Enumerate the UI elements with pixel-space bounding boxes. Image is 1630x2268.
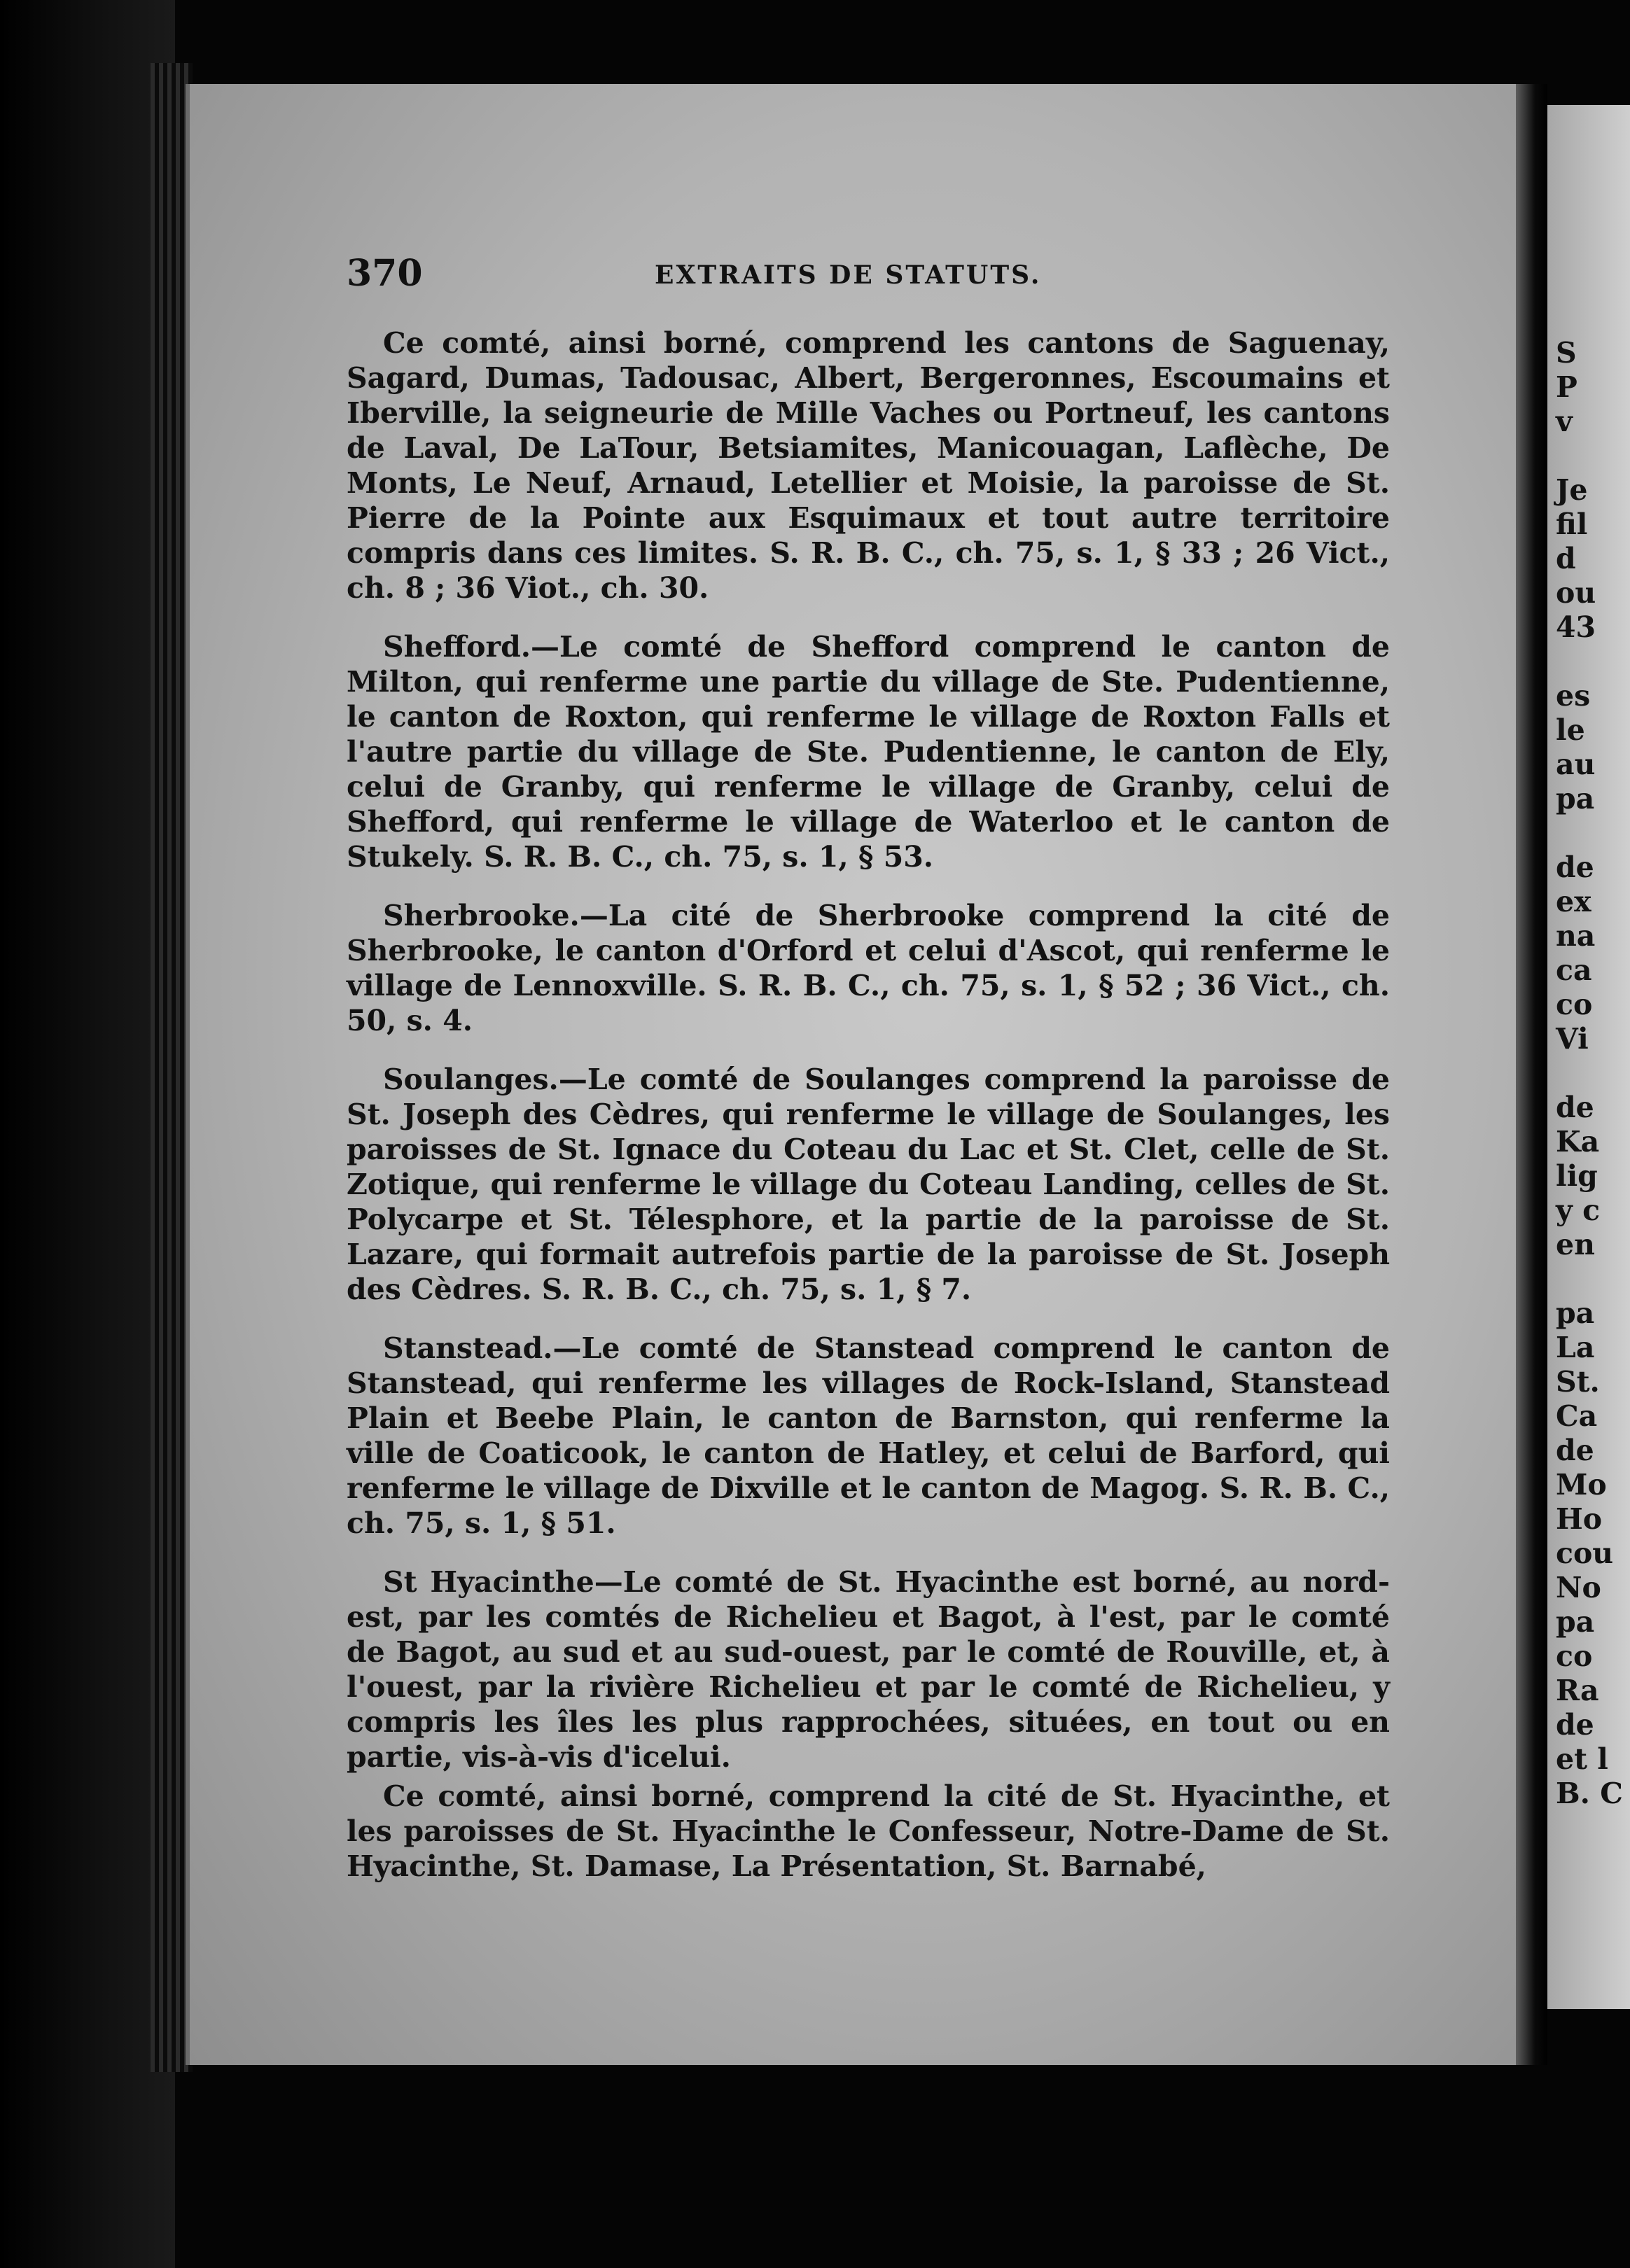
- right-page-fragment: d: [1556, 542, 1576, 575]
- statute-text: [347, 326, 1390, 1907]
- right-page-fragment: au: [1556, 748, 1596, 781]
- right-page-fragment: S: [1556, 336, 1577, 370]
- right-page-fragment: [1556, 816, 1630, 850]
- right-page-fragment: cou: [1556, 1536, 1614, 1570]
- paragraph-soulanges: [347, 1062, 1390, 1307]
- book-page-right: [1547, 105, 1630, 2009]
- right-page-fragment: de: [1556, 850, 1594, 884]
- right-page-fragment: pa: [1556, 782, 1595, 816]
- paragraph-saguenay-cont: [347, 326, 1390, 606]
- paragraph-text: Ce comté, ainsi borné, comprend les cantons de Saguenay, Sagard, Dumas, Tadousac, Albert, Bergeronnes, Escoumains et Iberville, la seigneurie de Mille Vaches ou Portneuf, les cantons de Laval, De LaTour, Betsiamites, Manicouagan, Laflèche, De Monts, Le Neuf, Arnaud, Letellier et Moisie, la paroisse de St. Pierre de la Pointe aux Esquimaux et tout autre territoire compris dans ces limites. S. R. B. C., ch. 75, s. 1, § 33 ; 26 Vict., ch. 8 ; 36 Viot., ch. 30.: [347, 326, 1390, 605]
- right-page-fragment: Ho: [1556, 1502, 1603, 1536]
- right-page-fragment: v: [1556, 405, 1573, 438]
- right-page-fragment: de: [1556, 1708, 1594, 1742]
- right-page-fragment: co: [1556, 988, 1593, 1021]
- entry-heading: St Hyacinthe: [383, 1565, 594, 1599]
- paragraph-text: —Le comté de Stanstead comprend le canton de Stanstead, qui renferme les villages de Rock-Island, Stanstead Plain et Beebe Plain, le canton de Barnston, qui renferme la ville de Coaticook, le canton de Hatley, et celui de Barford, qui renferme le village de Dixville et le canton de Magog. S. R. B. C., ch. 75, s. 1, § 51.: [347, 1331, 1390, 1540]
- right-page-fragment: ca: [1556, 953, 1592, 987]
- right-page-fragment: de: [1556, 1091, 1594, 1124]
- right-page-fragment: B. C: [1556, 1777, 1623, 1810]
- right-page-fragment: ou: [1556, 576, 1596, 610]
- right-page-fragment: fil: [1556, 507, 1588, 541]
- right-page-fragment: y c: [1556, 1194, 1601, 1227]
- right-page-fragment: na: [1556, 919, 1596, 953]
- right-page-fragment: pa: [1556, 1605, 1595, 1639]
- paragraph-text: —La cité de Sherbrooke comprend la cité de Sherbrooke, le canton d'Orford et celui d'Ascot, qui renferme le village de Lennoxville. S. R. B. C., ch. 75, s. 1, § 52 ; 36 Vict., ch. 50, s. 4.: [347, 899, 1390, 1037]
- right-page-fragment: No: [1556, 1571, 1601, 1604]
- scan-border-left: [0, 0, 175, 2268]
- entry-heading: Soulanges.: [383, 1063, 559, 1096]
- paragraph-text: —Le comté de Shefford comprend le canton de Milton, qui renferme une partie du village de Ste. Pudentienne, le canton de Roxton, qui renferme le village de Roxton Falls et l'autre partie du village de Ste. Pudentienne, le canton de Ely, celui de Granby, qui renferme le village de Granby, celui de Shefford, qui renferme le village de Waterloo et le canton de Stukely. S. R. B. C., ch. 75, s. 1, § 53.: [347, 630, 1390, 874]
- running-head: EXTRAITS DE STATUTS.: [655, 260, 1042, 290]
- right-page-fragment: Ca: [1556, 1399, 1598, 1433]
- right-page-fragment: co: [1556, 1639, 1593, 1673]
- right-page-fragment: Je: [1556, 473, 1588, 507]
- right-page-fragment: et l: [1556, 1742, 1608, 1776]
- paragraph-st-hyacinthe-cont: [347, 1779, 1390, 1884]
- right-page-fragment: [1556, 439, 1630, 473]
- entry-heading: Stanstead.: [383, 1331, 553, 1365]
- right-page-fragment: en: [1556, 1228, 1595, 1261]
- right-page-fragment: St.: [1556, 1365, 1600, 1399]
- right-page-fragment: Vi: [1556, 1022, 1589, 1056]
- right-page-fragment: es: [1556, 679, 1591, 713]
- right-page-fragment: ex: [1556, 885, 1591, 918]
- paragraph-text: —Le comté de St. Hyacinthe est borné, au nord-est, par les comtés de Richelieu et Bagot, à l'est, par le comté de Bagot, au sud et au sud-ouest, par le comté de Rouville, et, à l'ouest, par la rivière Richelieu et par le comté de Richelieu, y compris les îles les plus rapprochées, situées, en tout ou en partie, vis-à-vis d'icelui.: [347, 1565, 1390, 1774]
- paragraph-text: —Le comté de Soulanges comprend la paroisse de St. Joseph des Cèdres, qui renferme le village de Soulanges, les paroisses de St. Ignace du Coteau du Lac et St. Clet, celle de St. Zotique, qui renferme le village du Coteau Landing, celles de St. Polycarpe et St. Télesphore, et la partie de la paroisse de St. Lazare, qui formait autrefois partie de la paroisse de St. Joseph des Cèdres. S. R. B. C., ch. 75, s. 1, § 7.: [347, 1063, 1390, 1306]
- paragraph-sherbrooke: [347, 898, 1390, 1038]
- right-page-fragment: Mo: [1556, 1468, 1607, 1502]
- right-page-fragment: le: [1556, 713, 1585, 747]
- page-header: [347, 252, 1390, 294]
- right-page-fragment: La: [1556, 1331, 1595, 1364]
- entry-heading: Sherbrooke.: [383, 899, 580, 932]
- right-page-fragment: 43: [1556, 610, 1596, 644]
- paragraph-stanstead: [347, 1331, 1390, 1541]
- entry-heading: Shefford.: [383, 630, 531, 664]
- paragraph-text: Ce comté, ainsi borné, comprend la cité de St. Hyacinthe, et les paroisses de St. Hyacinthe le Confesseur, Notre-Dame de St. Hyacinthe, St. Damase, La Présentation, St. Barnabé,: [347, 1779, 1390, 1883]
- right-page-fragment: [1556, 645, 1630, 679]
- right-page-fragment: P: [1556, 370, 1577, 404]
- paragraph-st-hyacinthe: [347, 1564, 1390, 1774]
- right-page-fragment: lig: [1556, 1159, 1598, 1193]
- right-page-fragment: Ka: [1556, 1125, 1600, 1158]
- page-number: 370: [347, 252, 423, 295]
- paragraph-shefford: [347, 629, 1390, 874]
- right-page-text-fragments: [1556, 336, 1630, 1811]
- right-page-fragment: pa: [1556, 1296, 1595, 1330]
- right-page-fragment: [1556, 1262, 1630, 1296]
- right-page-fragment: de: [1556, 1434, 1594, 1467]
- book-gutter: [1516, 84, 1547, 2065]
- right-page-fragment: [1556, 1056, 1630, 1091]
- right-page-fragment: Ra: [1556, 1674, 1599, 1707]
